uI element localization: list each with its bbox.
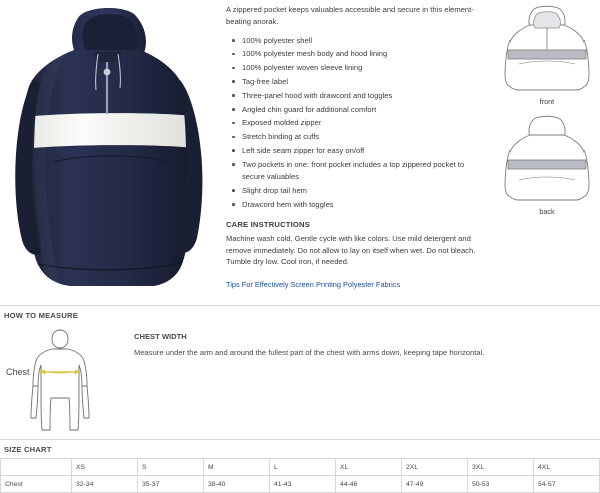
care-instructions-text: Machine wash cold. Gentle cycle with like colors. Use mild detergent and remove immediately. Do not allow to lay on itself when wet. Do not bleach. Tumble dry low. Cool iron, if needed. xyxy=(226,233,476,267)
table-cell: 35-37 xyxy=(138,476,204,493)
list-item: 100% polyester mesh body and hood lining xyxy=(240,48,488,60)
thumbnail-front[interactable] xyxy=(494,2,600,106)
list-item: Exposed molded zipper xyxy=(240,117,488,129)
list-item: Left side seam zipper for easy on/off xyxy=(240,145,488,157)
table-header-cell: L xyxy=(270,459,336,476)
thumbnail-back[interactable] xyxy=(494,112,600,216)
chest-width-body: Measure under the arm and around the fullest part of the chest with arms down, keeping tape horizontal. xyxy=(134,348,485,357)
list-item: Slight drop tail hem xyxy=(240,185,488,197)
table-header-row xyxy=(1,459,600,476)
table-header-cell: S xyxy=(138,459,204,476)
measure-figure-pane xyxy=(0,324,130,439)
table-header-cell: XS xyxy=(72,459,138,476)
list-item: Angled chin guard for additional comfort xyxy=(240,104,488,116)
product-photo-anorak xyxy=(8,2,214,292)
table-cell: 44-46 xyxy=(336,476,402,493)
table-cell: 47-49 xyxy=(402,476,468,493)
care-instructions-title: CARE INSTRUCTIONS xyxy=(226,219,310,229)
how-to-measure-section xyxy=(0,324,600,439)
chest-measure-label: Chest xyxy=(6,367,30,377)
table-header-cell: XL xyxy=(336,459,402,476)
table-cell: 41-43 xyxy=(270,476,336,493)
table-row xyxy=(1,476,600,493)
table-cell: 32-34 xyxy=(72,476,138,493)
list-item: Tag-free label xyxy=(240,76,488,88)
product-thumbnail-pane xyxy=(494,0,600,305)
list-item: 100% polyester shell xyxy=(240,35,488,47)
chest-measure-diagram xyxy=(0,324,130,436)
table-cell: 50-53 xyxy=(468,476,534,493)
table-header-cell: 3XL xyxy=(468,459,534,476)
table-row-label: Chest xyxy=(1,476,72,493)
product-intro-text: A zippered pocket keeps valuables accessible and secure in this element-beating anorak. xyxy=(226,5,474,26)
product-description-pane xyxy=(222,0,494,305)
table-header-cell: 4XL xyxy=(534,459,600,476)
list-item: 100% polyester woven sleeve lining xyxy=(240,62,488,74)
table-cell: 54-57 xyxy=(534,476,600,493)
screen-printing-tips-link[interactable]: Tips For Effectively Screen Printing Polyester Fabrics xyxy=(226,280,401,290)
list-item: Two pockets in one: front pocket includes a top zippered pocket to secure valuables xyxy=(240,159,488,184)
list-item: Three-panel hood with drawcord and toggles xyxy=(240,90,488,102)
thumbnail-front-caption: front xyxy=(539,97,555,106)
size-chart-title: SIZE CHART xyxy=(4,445,52,454)
table-header-cell: 2XL xyxy=(402,459,468,476)
anorak-front-line-art xyxy=(499,2,595,94)
anorak-back-line-art xyxy=(499,112,595,204)
measure-description-pane xyxy=(130,324,600,439)
how-to-measure-title: HOW TO MEASURE xyxy=(4,311,78,320)
table-cell: 38-40 xyxy=(204,476,270,493)
chest-width-heading: CHEST WIDTH xyxy=(134,332,187,341)
table-header-cell xyxy=(1,459,72,476)
product-photo-pane xyxy=(0,0,222,305)
size-chart-table xyxy=(0,458,600,493)
list-item: Stretch binding at cuffs xyxy=(240,131,488,143)
thumbnail-back-caption: back xyxy=(539,207,555,216)
list-item: Drawcord hem with toggles xyxy=(240,199,488,211)
product-feature-list xyxy=(226,35,488,211)
table-header-cell: M xyxy=(204,459,270,476)
